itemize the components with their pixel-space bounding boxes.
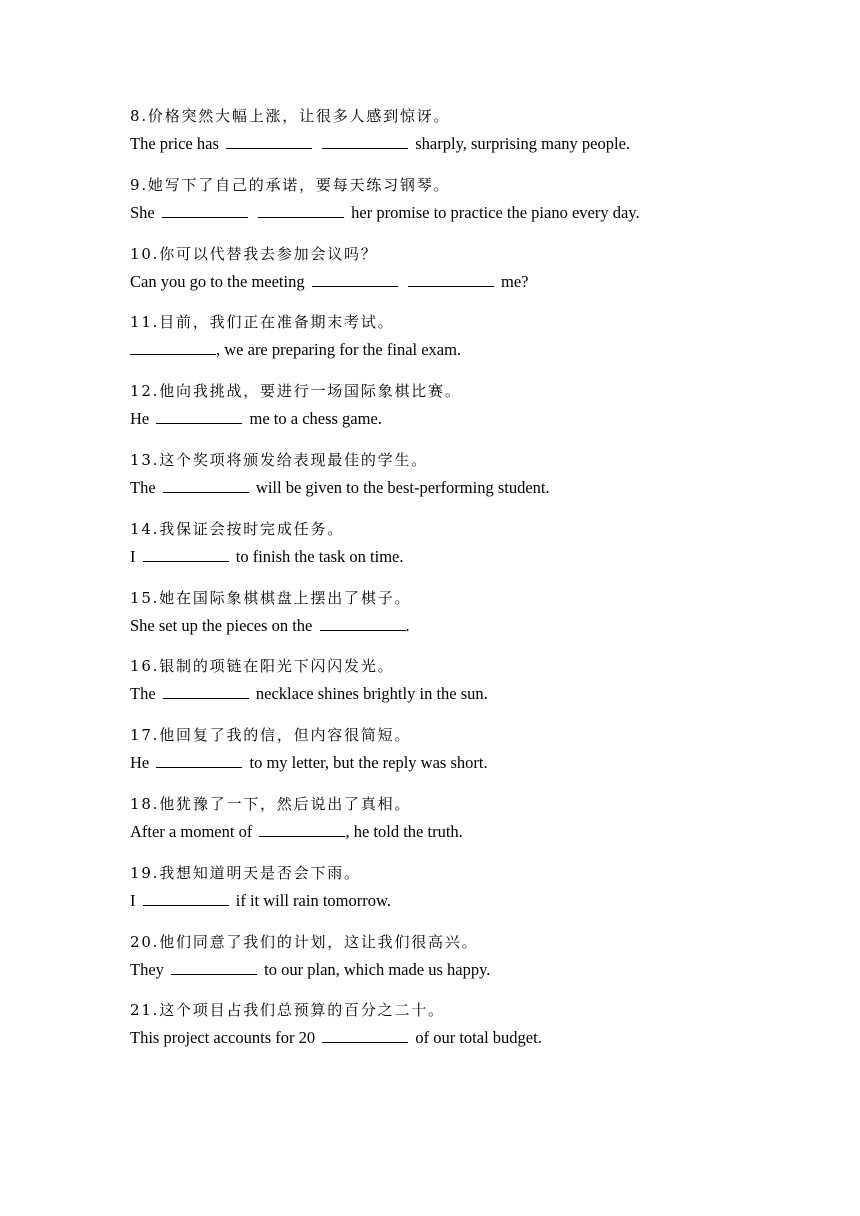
question-sentence-en	[130, 1026, 542, 1050]
question-prompt-cn: 17.他回复了我的信，但内容很简短。	[130, 726, 412, 745]
sentence-text: Can you go to the meeting	[130, 271, 309, 291]
sentence-text: me to a chess game.	[245, 409, 382, 429]
question-15	[130, 586, 770, 655]
sentence-text: will be given to the best-performing student.	[251, 477, 550, 497]
sentence-text: She	[130, 202, 159, 222]
sentence-text: I	[130, 890, 140, 910]
question-prompt-cn: 13.这个奖项将颁发给表现最佳的学生。	[130, 450, 429, 469]
sentence-text: to finish the task on time.	[231, 546, 404, 566]
question-10	[130, 242, 770, 311]
question-prompt-cn: 16.银制的项链在阳光下闪闪发光。	[130, 657, 395, 676]
question-8	[130, 104, 770, 173]
sentence-text	[401, 272, 405, 291]
question-20	[130, 930, 770, 999]
question-sentence-en	[130, 958, 490, 982]
question-prompt-cn: 9.她写下了自己的承诺，要每天练习钢琴。	[130, 175, 451, 194]
sentence-text: if it will rain tomorrow.	[231, 890, 391, 910]
answer-blank[interactable]	[162, 201, 248, 218]
sentence-text: of our total budget.	[411, 1028, 542, 1048]
question-13	[130, 448, 770, 517]
sentence-text: her promise to practice the piano every day.	[347, 202, 640, 222]
answer-blank[interactable]	[259, 820, 345, 837]
answer-blank[interactable]	[156, 407, 242, 424]
sentence-text: The price has	[130, 134, 223, 153]
sentence-text	[251, 203, 255, 222]
question-sentence-en	[130, 889, 391, 913]
answer-blank[interactable]	[156, 751, 242, 768]
question-sentence-en	[130, 682, 488, 706]
answer-blank[interactable]	[171, 958, 257, 975]
question-prompt-cn: 15.她在国际象棋棋盘上摆出了棋子。	[130, 588, 412, 607]
answer-blank[interactable]	[312, 270, 398, 287]
answer-blank[interactable]	[258, 201, 344, 218]
question-prompt-cn: 18.他犹豫了一下，然后说出了真相。	[130, 794, 412, 813]
question-12	[130, 379, 770, 448]
question-sentence-en	[130, 820, 463, 844]
question-sentence-en	[130, 201, 640, 225]
question-sentence-en	[130, 751, 488, 775]
sentence-text: necklace shines brightly in the sun.	[251, 684, 488, 704]
answer-blank[interactable]	[322, 1026, 408, 1043]
sentence-text: sharply, surprising many people.	[411, 134, 631, 153]
question-prompt-cn: 11.目前，我们正在准备期末考试。	[130, 313, 395, 332]
question-sentence-en	[130, 476, 550, 500]
sentence-text: to our plan, which made us happy.	[260, 959, 491, 979]
question-prompt-cn: 19.我想知道明天是否会下雨。	[130, 863, 361, 882]
answer-blank[interactable]	[143, 889, 229, 906]
sentence-text: , he told the truth.	[345, 821, 463, 841]
question-9	[130, 173, 770, 242]
question-18	[130, 792, 770, 861]
sentence-text: After a moment of	[130, 821, 257, 841]
answer-blank[interactable]	[322, 132, 408, 149]
sentence-text: to my letter, but the reply was short.	[245, 753, 488, 773]
question-sentence-en	[130, 545, 403, 569]
question-prompt-cn: 20.他们同意了我们的计划，这让我们很高兴。	[130, 932, 479, 951]
question-prompt-cn: 21.这个项目占我们总预算的百分之二十。	[130, 1001, 445, 1020]
question-14	[130, 517, 770, 586]
answer-blank[interactable]	[226, 132, 312, 149]
sentence-text: me?	[496, 271, 529, 291]
sentence-text: He	[130, 753, 154, 773]
question-prompt-cn: 12.他向我挑战，要进行一场国际象棋比赛。	[130, 382, 462, 401]
sentence-text: I	[130, 546, 140, 566]
question-sentence-en	[130, 338, 461, 362]
question-prompt-cn: 10.你可以代替我去参加会议吗？	[130, 244, 378, 263]
question-17	[130, 723, 770, 792]
sentence-text: They	[130, 959, 169, 979]
question-prompt-cn: 8.价格突然大幅上涨，让很多人感到惊讶。	[130, 107, 451, 125]
worksheet	[130, 104, 770, 1067]
question-prompt-cn: 14.我保证会按时完成任务。	[130, 519, 345, 538]
question-sentence-en	[130, 614, 410, 638]
question-sentence-en	[130, 132, 630, 156]
sentence-text: , we are preparing for the final exam.	[216, 340, 462, 360]
question-11	[130, 310, 770, 379]
sentence-text: The	[130, 684, 160, 704]
question-sentence-en	[130, 270, 528, 294]
question-21	[130, 998, 770, 1067]
answer-blank[interactable]	[130, 338, 216, 355]
sentence-text: She set up the pieces on the	[130, 615, 317, 635]
sentence-text: .	[405, 615, 410, 635]
sentence-text	[315, 134, 319, 153]
question-19	[130, 861, 770, 930]
answer-blank[interactable]	[408, 270, 494, 287]
sentence-text: He	[130, 409, 154, 429]
answer-blank[interactable]	[143, 545, 229, 562]
answer-blank[interactable]	[320, 614, 406, 631]
sentence-text: This project accounts for 20	[130, 1028, 320, 1048]
question-16	[130, 654, 770, 723]
answer-blank[interactable]	[163, 476, 249, 493]
question-sentence-en	[130, 407, 382, 431]
answer-blank[interactable]	[163, 682, 249, 699]
sentence-text: The	[130, 477, 160, 497]
